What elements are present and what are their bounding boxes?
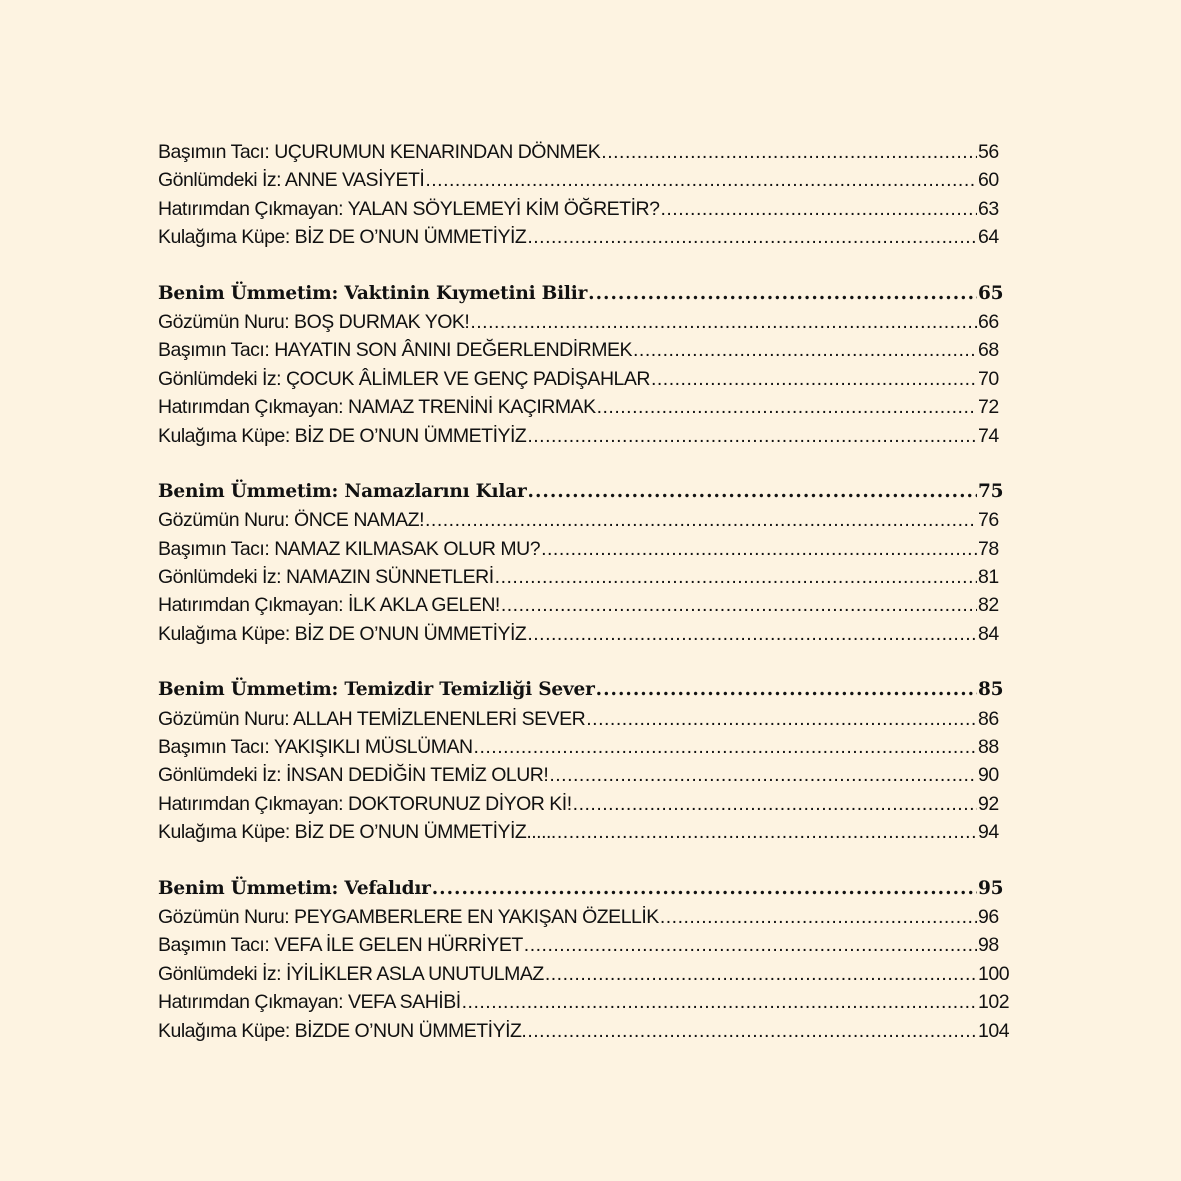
toc-entry-page: 82 (978, 594, 999, 617)
toc-entry-title: Hatırımdan Çıkmayan: İLK AKLA GELEN! (158, 594, 500, 617)
dot-leader (557, 818, 977, 846)
dot-leader (462, 988, 977, 1016)
toc-entry-title: Hatırımdan Çıkmayan: VEFA SAHİBİ (158, 991, 461, 1014)
toc-header-title: Benim Ümmetim: Namazlarını Kılar (158, 480, 527, 502)
toc-header-title: Benim Ümmetim: Vaktinin Kıymetini Bilir (158, 282, 588, 304)
dot-leader (425, 506, 977, 534)
toc-entry (158, 422, 1016, 450)
toc-entry (158, 620, 1016, 648)
dot-leader (524, 931, 977, 959)
toc-entry (158, 223, 1016, 251)
toc-entry-title: Başımın Tacı: YAKIŞIKLI MÜSLÜMAN (158, 736, 473, 759)
toc-entry-page: 96 (978, 905, 999, 928)
dot-leader (528, 478, 977, 506)
toc-entry (158, 393, 1016, 421)
toc-entry (158, 365, 1016, 393)
toc-entry (158, 903, 1016, 931)
toc-section-header (158, 478, 1016, 506)
toc-entry-title: Hatırımdan Çıkmayan: NAMAZ TRENİNİ KAÇIRMAK (158, 396, 596, 419)
toc-entry-title: Gözümün Nuru: ALLAH TEMİZLENENLERİ SEVER (158, 707, 586, 730)
toc-section-header (158, 280, 1016, 308)
toc-header-page: 95 (978, 877, 1004, 899)
toc-entry-title: Gönlümdeki İz: ÇOCUK ÂLİMLER VE GENÇ PADİŞAHLAR (158, 367, 650, 390)
toc-entry-page: 102 (978, 991, 1010, 1014)
toc-entry-title: Gönlümdeki İz: NAMAZIN SÜNNETLERİ (158, 566, 494, 589)
toc-entry-page: 100 (978, 962, 1010, 985)
toc-entry-page: 64 (978, 226, 999, 249)
dot-leader (527, 223, 977, 251)
toc-entry-title: Gözümün Nuru: ÖNCE NAMAZ! (158, 509, 424, 532)
toc-entry (158, 591, 1016, 619)
toc-header-title: Benim Ümmetim: Temizdir Temizliği Sever (158, 679, 595, 701)
dot-leader (597, 393, 977, 421)
dot-leader (545, 960, 977, 988)
toc-entry-title: Kulağıma Küpe: BİZDE O’NUN ÜMMETİYİZ. (158, 1019, 527, 1042)
table-of-contents (158, 138, 1016, 1073)
dot-leader (633, 336, 977, 364)
dot-leader (527, 422, 977, 450)
toc-entry-title: Hatırımdan Çıkmayan: YALAN SÖYLEMEYİ KİM ÖĞRETİR? (158, 197, 660, 220)
toc-entry (158, 931, 1016, 959)
toc-entry (158, 308, 1016, 336)
toc-entry-title: Kulağıma Küpe: BİZ DE O’NUN ÜMMETİYİZ...... (158, 821, 556, 844)
toc-section (158, 280, 1016, 450)
toc-header-page: 85 (978, 679, 1004, 701)
dot-leader (601, 138, 977, 166)
toc-entry-page: 94 (978, 821, 999, 844)
toc-entry (158, 138, 1016, 166)
toc-entry (158, 705, 1016, 733)
toc-section (158, 478, 1016, 648)
dot-leader (527, 1017, 977, 1045)
toc-entry (158, 988, 1016, 1016)
toc-entry-page: 68 (978, 339, 999, 362)
dot-leader (527, 620, 977, 648)
toc-entry-page: 56 (978, 141, 999, 163)
dot-leader (573, 790, 977, 818)
dot-leader (596, 676, 977, 704)
toc-section (158, 676, 1016, 846)
dot-leader (660, 195, 977, 223)
toc-entry-title: Başımın Tacı: VEFA İLE GELEN HÜRRİYET (158, 934, 523, 957)
toc-entry-title: Kulağıma Küpe: BİZ DE O’NUN ÜMMETİYİZ (158, 622, 527, 645)
toc-section (158, 875, 1016, 1045)
toc-entry-page: 72 (978, 396, 999, 419)
dot-leader (541, 535, 977, 563)
toc-entry-title: Gözümün Nuru: PEYGAMBERLERE EN YAKIŞAN ÖZELLİK (158, 905, 659, 928)
toc-entry (158, 960, 1016, 988)
toc-entry-title: Gönlümdeki İz: İYİLİKLER ASLA UNUTULMAZ (158, 962, 544, 985)
dot-leader (549, 761, 977, 789)
toc-entry-page: 90 (978, 764, 999, 787)
dot-leader (586, 705, 977, 733)
toc-entry-page: 63 (978, 197, 999, 220)
toc-entry (158, 506, 1016, 534)
toc-section-header (158, 676, 1016, 704)
dot-leader (470, 308, 977, 336)
toc-entry-page: 86 (978, 707, 999, 730)
toc-entry (158, 336, 1016, 364)
toc-entry-title: Gönlümdeki İz: İNSAN DEDİĞİN TEMİZ OLUR! (158, 764, 549, 787)
toc-entry-title: Gözümün Nuru: BOŞ DURMAK YOK! (158, 310, 470, 333)
toc-entry-page: 81 (978, 566, 999, 589)
dot-leader (425, 166, 977, 194)
toc-entry-title: Hatırımdan Çıkmayan: DOKTORUNUZ DİYOR Kİ! (158, 792, 572, 815)
dot-leader (432, 875, 977, 903)
toc-section-header (158, 875, 1016, 903)
toc-entry-page: 104 (978, 1019, 1010, 1042)
toc-entry (158, 818, 1016, 846)
toc-entry (158, 1017, 1016, 1045)
dot-leader (651, 365, 977, 393)
toc-entry-page: 76 (978, 509, 999, 532)
toc-entry (158, 535, 1016, 563)
toc-entry-title: Kulağıma Küpe: BİZ DE O’NUN ÜMMETİYİZ (158, 226, 527, 249)
toc-entry-title: Başımın Tacı: NAMAZ KILMASAK OLUR MU? (158, 537, 541, 560)
toc-entry-title: Kulağıma Küpe: BİZ DE O’NUN ÜMMETİYİZ (158, 424, 527, 447)
dot-leader (495, 563, 977, 591)
dot-leader (588, 280, 977, 308)
toc-entry (158, 790, 1016, 818)
toc-entry (158, 166, 1016, 194)
toc-entry-page: 98 (978, 934, 999, 957)
toc-entry-page: 66 (978, 310, 999, 333)
toc-entry-title: Başımın Tacı: UÇURUMUN KENARINDAN DÖNMEK (158, 141, 601, 163)
toc-entry (158, 761, 1016, 789)
toc-entry-page: 78 (978, 537, 999, 560)
toc-header-page: 65 (978, 282, 1004, 304)
toc-header-title: Benim Ümmetim: Vefalıdır (158, 877, 431, 899)
toc-entry (158, 195, 1016, 223)
toc-section (158, 138, 1016, 252)
toc-header-page: 75 (978, 480, 1004, 502)
toc-entry-page: 84 (978, 622, 999, 645)
toc-entry-page: 92 (978, 792, 999, 815)
toc-entry-title: Gönlümdeki İz: ANNE VASİYETİ (158, 169, 425, 192)
dot-leader (501, 591, 977, 619)
toc-entry (158, 563, 1016, 591)
toc-entry-page: 60 (978, 169, 999, 192)
dot-leader (660, 903, 977, 931)
toc-entry-title: Başımın Tacı: HAYATIN SON ÂNINI DEĞERLENDİRMEK (158, 339, 632, 362)
dot-leader (474, 733, 977, 761)
toc-entry-page: 88 (978, 736, 999, 759)
toc-entry-page: 70 (978, 367, 999, 390)
toc-entry-page: 74 (978, 424, 999, 447)
toc-entry (158, 733, 1016, 761)
